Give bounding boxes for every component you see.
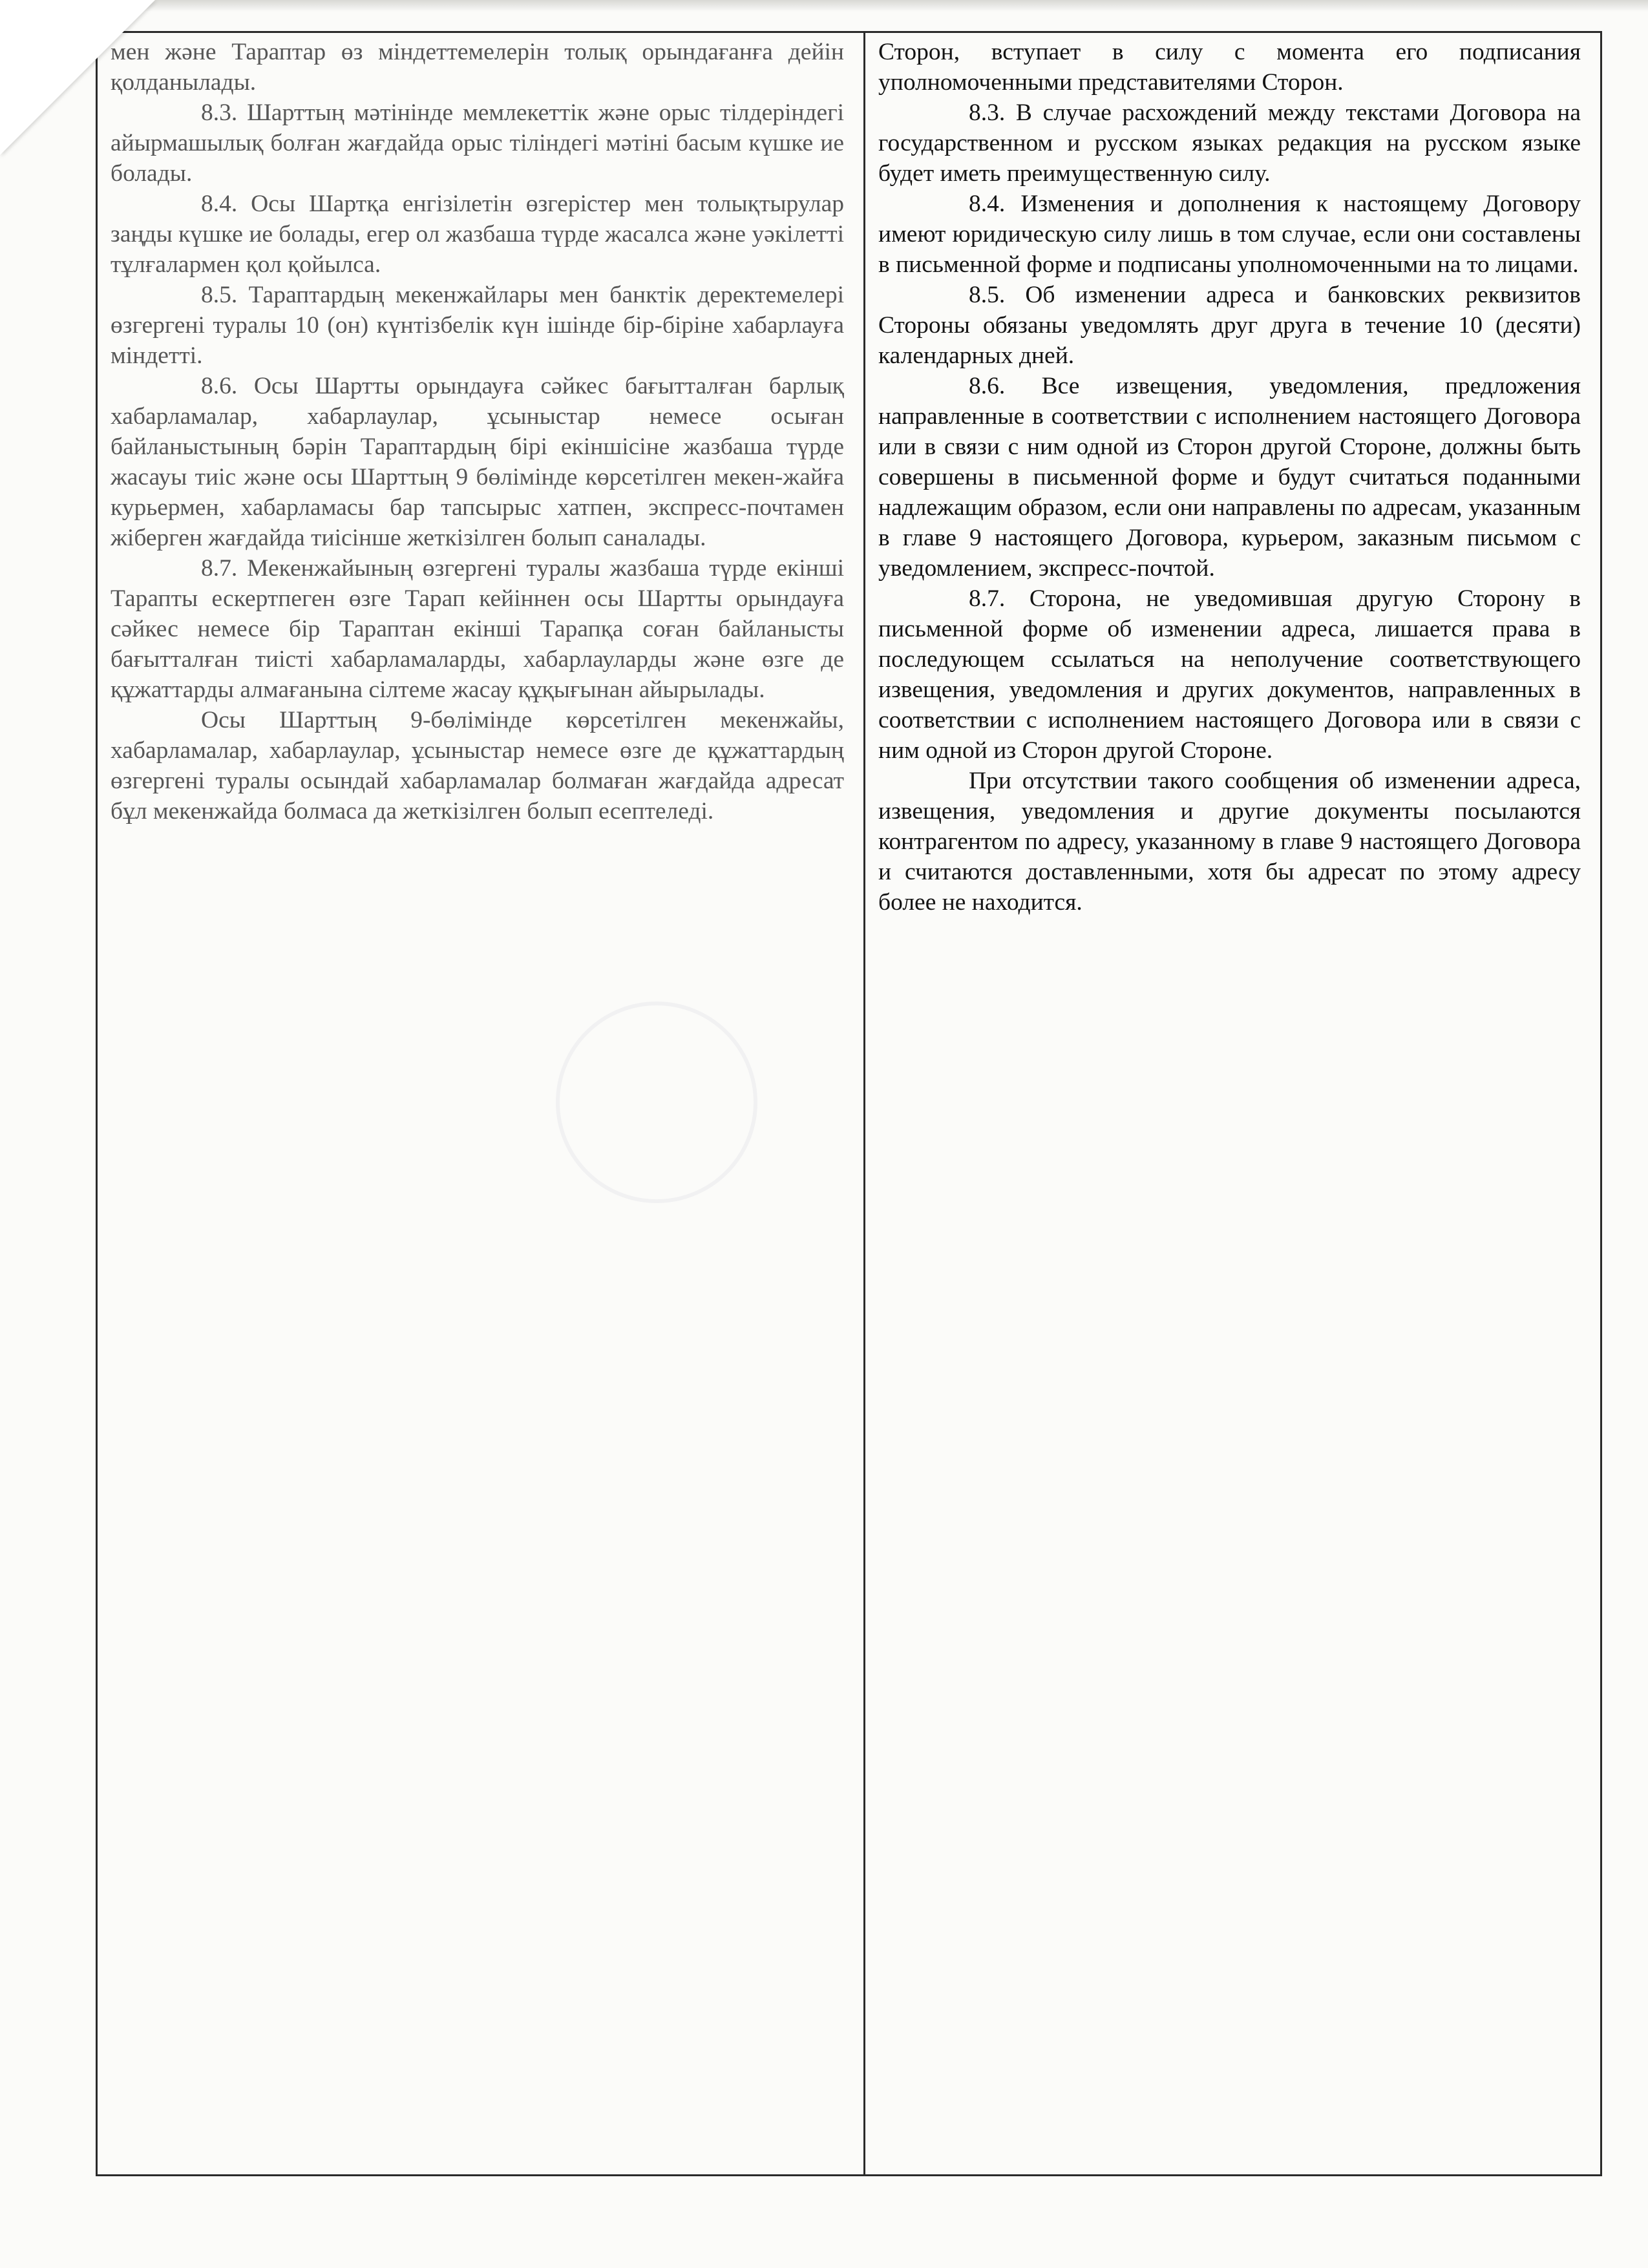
- kz-paragraph-address-note: Осы Шарттың 9-бөлімінде көрсетілген мекенжайы, хабарламалар, хабарлаулар, ұсыныстар немесе өзге де құжаттардың өзгергені туралы осындай хабарламалар болмаған жағдайда адресат бұл мекенжайда болмаса да жеткізілген болып есептеледі.: [111, 707, 844, 824]
- ru-paragraph-continuation: Сторон, вступает в силу с момента его подписания уполномоченными представителями Сторон.: [878, 39, 1581, 96]
- bilingual-contract-table: [96, 31, 1602, 2176]
- kz-paragraph-8-6: 8.6. Осы Шартты орындауға сәйкес бағытталған барлық хабарламалар, хабарлаулар, ұсыныстар немесе осыған байланыстының бәрін Тараптардың бірі екіншісіне жазбаша түрде жасауы тиіс және осы Шарттың 9 бөлімінде көрсетілген мекен-жайға курьермен, хабарламасы бар тапсырыс хатпен, экспресс-почтамен жіберген жағдайда тиісінше жеткізілген болып саналады.: [111, 373, 844, 551]
- ru-paragraph-8-5: 8.5. Об изменении адреса и банковских реквизитов Стороны обязаны уведомлять друг друга в течение 10 (десяти) календарных дней.: [878, 282, 1581, 369]
- kz-paragraph-8-3: 8.3. Шарттың мәтінінде мемлекеттік және орыс тілдеріндегі айырмашылық болған жағдайда орыс тіліндегі мәтіні басым күшке ие болады.: [111, 100, 844, 187]
- kz-paragraph-8-4: 8.4. Осы Шартқа енгізілетін өзгерістер мен толықтырулар заңды күшке ие болады, егер ол жазбаша түрде жасалса және уәкілетті тұлғалармен қол қойылса.: [111, 191, 844, 278]
- scan-edge-shadow: [0, 0, 1648, 12]
- kz-paragraph-continuation: мен және Тараптар өз міндеттемелерін толық орындағанға дейін қолданылады.: [111, 39, 844, 96]
- russian-text-column: [865, 32, 1601, 2176]
- ru-paragraph-address-note: При отсутствии такого сообщения об изменении адреса, извещения, уведомления и другие документы посылаются контрагентом по адресу, указанному в главе 9 настоящего Договора и считаются доставленными, хотя бы адресат по этому адресу более не находится.: [878, 768, 1581, 916]
- contract-row: [97, 32, 1601, 2176]
- kz-paragraph-8-5: 8.5. Тараптардың мекенжайлары мен банктік деректемелері өзгергені туралы 10 (он) күнтізбелік күн ішінде бір-біріне хабарлауға міндетті.: [111, 282, 844, 369]
- ru-paragraph-8-6: 8.6. Все извещения, уведомления, предложения направленные в соответствии с исполнением настоящего Договора или в связи с ним одной из Сторон другой Стороне, должны быть совершены в письменной форме и будут считаться поданными надлежащим образом, если они направлены по адресам, указанным в главе 9 настоящего Договора, курьером, заказным письмом с уведомлением, экспресс-почтой.: [878, 373, 1581, 582]
- kz-paragraph-8-7: 8.7. Мекенжайының өзгергені туралы жазбаша түрде екінші Тарапты ескертпеген өзге Тарап кейіннен осы Шартты орындауға сәйкес немесе бір Тараптан екінші Тарапқа соған байланысты бағытталған тиісті хабарламаларды, хабарлауларды және өзге де құжаттарды алмағанына сілтеме жасау құқығынан айырылады.: [111, 555, 844, 703]
- ru-paragraph-8-4: 8.4. Изменения и дополнения к настоящему Договору имеют юридическую силу лишь в том случае, если они составлены в письменной форме и подписаны уполномоченными на то лицами.: [878, 191, 1581, 278]
- ru-paragraph-8-3: 8.3. В случае расхождений между текстами Договора на государственном и русском языках редакция на русском языке будет иметь преимущественную силу.: [878, 100, 1581, 187]
- ru-paragraph-8-7: 8.7. Сторона, не уведомившая другую Сторону в письменной форме об изменении адреса, лишается права в последующем ссылаться на неполучение соответствующего извещения, уведомления и других документов, направленных в соответствии с исполнением настоящего Договора или в связи с ним одной из Сторон другой Стороне.: [878, 585, 1581, 764]
- folded-page-corner: [0, 0, 155, 155]
- kazakh-text-column: [97, 32, 865, 2176]
